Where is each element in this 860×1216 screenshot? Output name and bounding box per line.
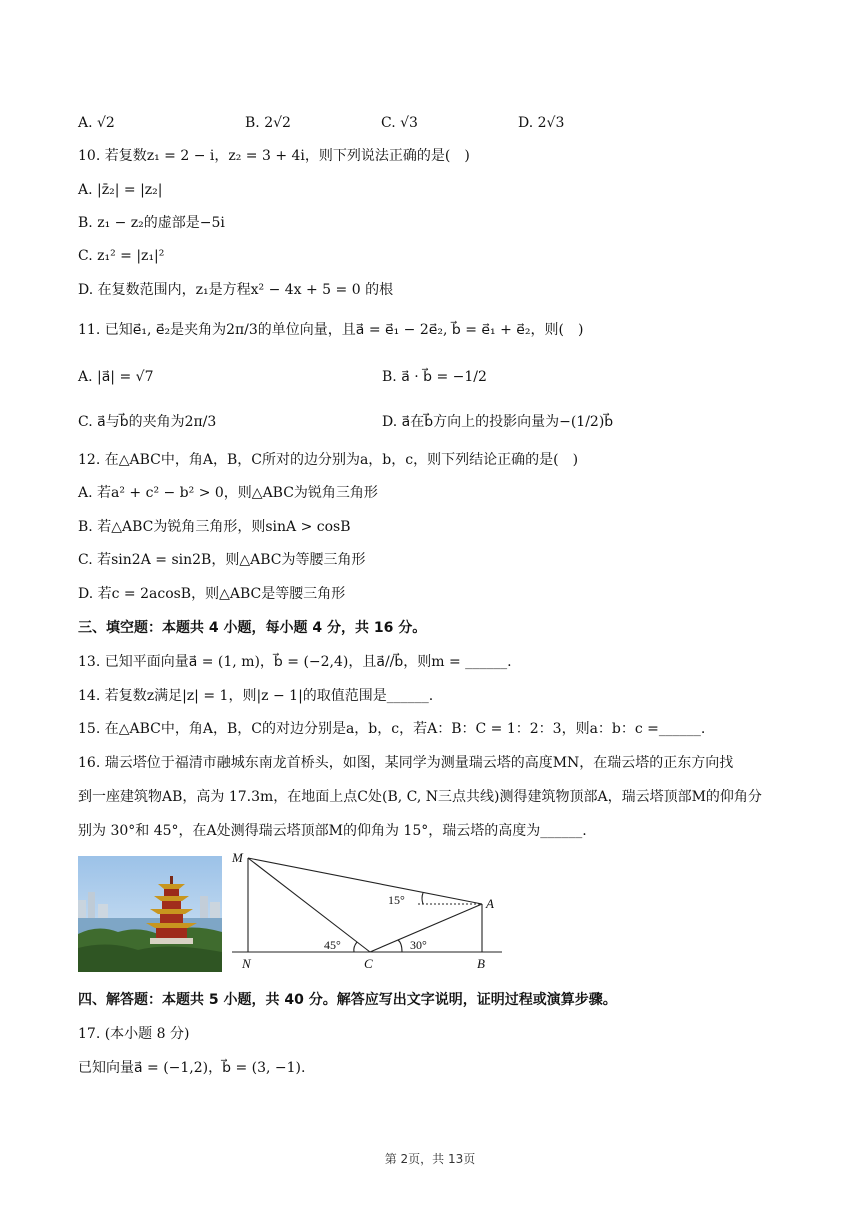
section-3-heading: 三、填空题：本题共 4 小题，每小题 4 分，共 16 分。	[78, 620, 427, 636]
q12-option-c: C. 若sin2A = sin2B，则△ABC为等腰三角形	[78, 552, 366, 568]
q11-option-b: B. a⃗ · b⃗ = −1/2	[382, 369, 487, 385]
q10-option-b: B. z₁ − z₂的虚部是−5i	[78, 215, 225, 231]
label-b: B	[477, 956, 485, 971]
q16-line-2: 到一座建筑物AB，高为 17.3m，在地面上点C处(B, C, N三点共线)测得建筑物顶部A，瑞云塔顶部M的仰角分	[78, 789, 762, 805]
q11-option-c: C. a⃗与b⃗的夹角为2π/3	[78, 414, 217, 430]
q9-option-c: C. √3	[381, 115, 418, 131]
q10-stem: 10. 若复数z₁ = 2 − i，z₂ = 3 + 4i，则下列说法正确的是( )	[78, 148, 470, 164]
angle-45: 45°	[324, 938, 341, 952]
q9-option-b: B. 2√2	[245, 115, 291, 131]
q11-option-a: A. |a⃗| = √7	[78, 369, 154, 385]
q17-title: 17. (本小题 8 分)	[78, 1026, 190, 1042]
q11-option-d: D. a⃗在b⃗方向上的投影向量为−(1/2)b⃗	[382, 414, 614, 430]
label-m: M	[232, 850, 243, 865]
q11-stem: 11. 已知e⃗₁, e⃗₂是夹角为2π/3的单位向量，且a⃗ = e⃗₁ − 2e⃗₂, b⃗ = e⃗₁ + e⃗₂，则( )	[78, 322, 584, 338]
q13: 13. 已知平面向量a⃗ = (1, m)，b⃗ = (−2,4)，且a⃗//b⃗，则m = ______.	[78, 654, 512, 670]
q14: 14. 若复数z满足|z| = 1，则|z − 1|的取值范围是______.	[78, 688, 434, 704]
q12-stem: 12. 在△ABC中，角A，B，C所对的边分别为a，b，c，则下列结论正确的是( )	[78, 452, 579, 468]
angle-30: 30°	[410, 938, 427, 952]
section-4-heading: 四、解答题：本题共 5 小题，共 40 分。解答应写出文字说明，证明过程或演算步骤。	[78, 992, 617, 1008]
q10-option-c: C. z₁² = |z₁|²	[78, 248, 165, 264]
label-c: C	[364, 956, 373, 971]
q16-line-1: 16. 瑞云塔位于福清市融城东南龙首桥头，如图，某同学为测量瑞云塔的高度MN，在瑞云塔的正东方向找	[78, 755, 734, 771]
geometry-diagram	[226, 846, 506, 976]
label-a: A	[486, 896, 494, 911]
q9-option-a: A. √2	[78, 115, 115, 131]
q10-option-a: A. |z̄₂| = |z₂|	[78, 182, 163, 198]
q12-option-a: A. 若a² + c² − b² > 0，则△ABC为锐角三角形	[78, 485, 378, 501]
angle-15: 15°	[388, 893, 405, 907]
q12-option-b: B. 若△ABC为锐角三角形，则sinA > cosB	[78, 519, 351, 535]
pagoda-photo	[78, 856, 222, 972]
q9-option-d: D. 2√3	[518, 115, 565, 131]
q16-line-3: 别为 30°和 45°，在A处测得瑞云塔顶部M的仰角为 15°，瑞云塔的高度为______.	[78, 823, 587, 839]
page-footer: 第 2页，共 13页	[384, 1152, 476, 1166]
q17-text: 已知向量a⃗ = (−1,2)，b⃗ = (3, −1).	[78, 1060, 306, 1076]
q15: 15. 在△ABC中，角A，B，C的对边分别是a，b，c，若A：B：C = 1：2：3，则a：b：c =______.	[78, 721, 706, 737]
q12-option-d: D. 若c = 2acosB，则△ABC是等腰三角形	[78, 586, 346, 602]
label-n: N	[242, 956, 251, 971]
q10-option-d: D. 在复数范围内，z₁是方程x² − 4x + 5 = 0 的根	[78, 282, 394, 298]
